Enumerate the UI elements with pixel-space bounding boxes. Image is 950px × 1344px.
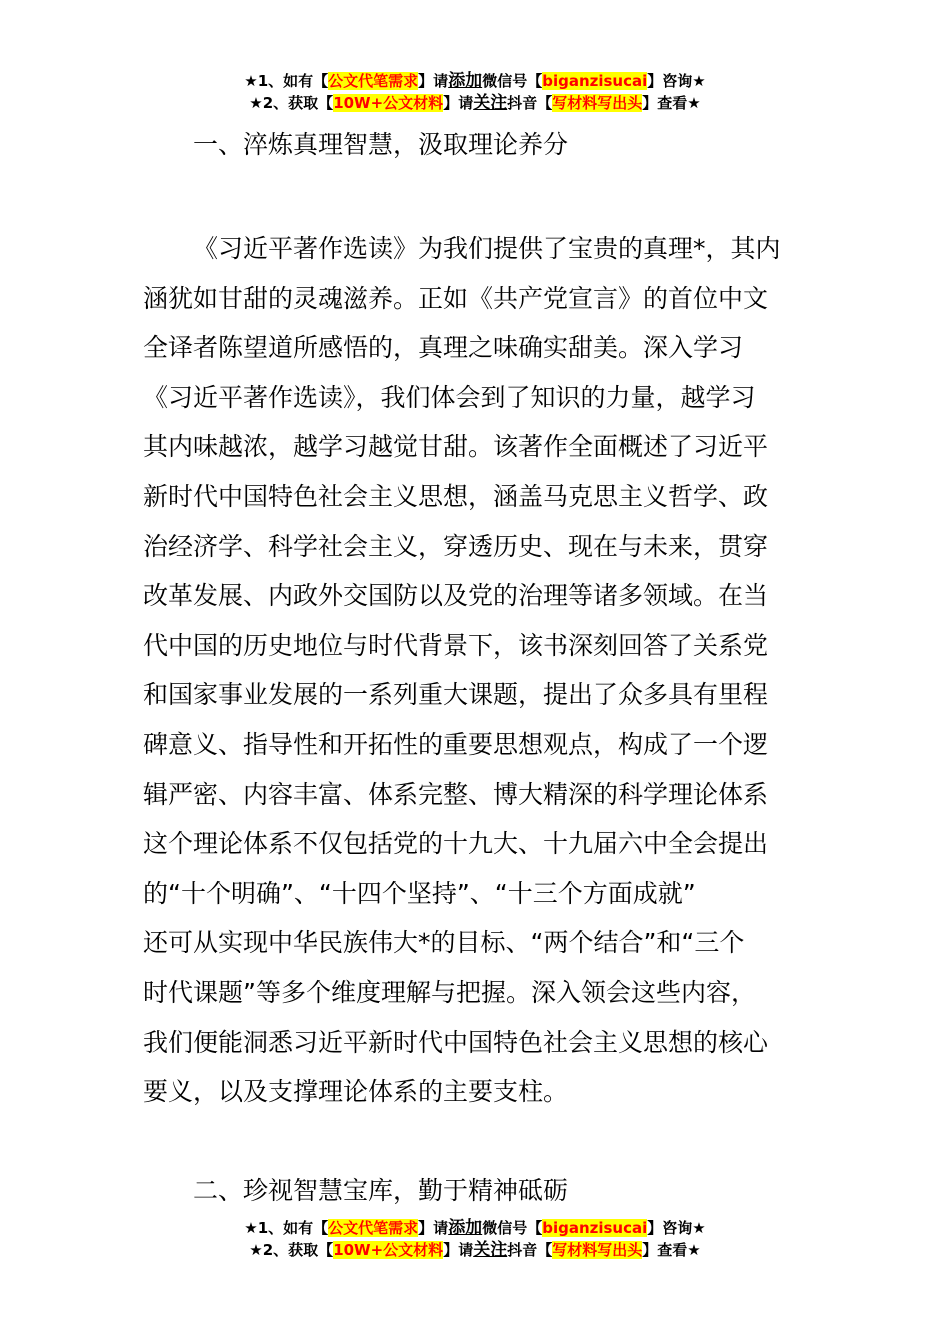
promo-text: 抖音【 [507, 1241, 553, 1259]
paragraph-line: 要义，以及支撑理论体系的主要支柱。 [143, 1077, 569, 1107]
promo-highlight: 10W+公文材料 [333, 94, 444, 112]
promo-text: 】请 [443, 94, 474, 112]
promo-emphasis: 添加 [448, 71, 483, 91]
paragraph-line: 这个理论体系不仅包括党的十九大、十九届六中全会提出 [143, 829, 769, 859]
promo-highlight: 写材料写出头 [552, 94, 643, 112]
promo-banner-bottom [0, 1217, 950, 1261]
paragraph-line: 治经济学、科学社会主义，穿透历史、现在与未来，贯穿 [143, 531, 769, 561]
section-heading-1: 一、淬炼真理智慧，汲取理论养分 [193, 130, 569, 159]
paragraph-line: 改革发展、内政外交国防以及党的治理等诸多领域。在当 [143, 581, 769, 611]
paragraph-line: 《习近平著作选读》，我们体会到了知识的力量，越学习 [143, 382, 756, 412]
paragraph-line: 涵犹如甘甜的灵魂滋养。正如《共产党宣言》的首位中文 [143, 283, 769, 313]
paragraph-line: 还可从实现中华民族伟大*的目标、“两个结合”和“三个 [143, 928, 745, 958]
promo-emphasis: 添加 [448, 1218, 483, 1238]
promo-highlight: 公文代笔需求 [328, 72, 419, 90]
promo-text: ★2、获取【 [249, 1241, 334, 1259]
paragraph-line: 其内味越浓，越学习越觉甘甜。该著作全面概述了习近平 [143, 432, 769, 462]
promo-highlight: 写材料写出头 [552, 1241, 643, 1259]
paragraph-line: 我们便能洞悉习近平新时代中国特色社会主义思想的核心 [143, 1027, 769, 1057]
promo-text: 】咨询★ [647, 72, 706, 90]
paragraph-line: 时代课题”等多个维度理解与把握。深入领会这些内容， [143, 977, 756, 1007]
promo-emphasis: 关注 [473, 93, 508, 113]
section-heading-2: 二、珍视智慧宝库，勤于精神砥砺 [193, 1176, 569, 1205]
promo-text: 微信号【 [482, 1219, 543, 1237]
promo-text: 】请 [418, 72, 449, 90]
promo-text: 】请 [418, 1219, 449, 1237]
paragraph-line: 代中国的历史地位与时代背景下，该书深刻回答了关系党 [143, 630, 769, 660]
promo-text: 】请 [443, 1241, 474, 1259]
paragraph-line: 和国家事业发展的一系列重大课题，提出了众多具有里程 [143, 680, 769, 710]
promo-text: 】查看★ [642, 1241, 701, 1259]
paragraph-line: 碑意义、指导性和开拓性的重要思想观点，构成了一个逻 [143, 729, 769, 759]
promo-line-1 [0, 1217, 950, 1239]
body-paragraph [143, 224, 823, 1117]
promo-banner-top [0, 70, 950, 114]
promo-text: ★1、如有【 [244, 72, 329, 90]
promo-text: 微信号【 [482, 72, 543, 90]
promo-highlight: 公文代笔需求 [328, 1219, 419, 1237]
promo-text: ★1、如有【 [244, 1219, 329, 1237]
paragraph-line: 辑严密、内容丰富、体系完整、博大精深的科学理论体系 [143, 779, 769, 809]
promo-highlight: biganzisucai [542, 72, 648, 90]
promo-line-2 [0, 92, 950, 114]
promo-line-1 [0, 70, 950, 92]
paragraph-line: 《习近平著作选读》为我们提供了宝贵的真理*，其内 [193, 234, 781, 263]
paragraph-line: 新时代中国特色社会主义思想，涵盖马克思主义哲学、政 [143, 481, 769, 511]
promo-emphasis: 关注 [473, 1240, 508, 1260]
promo-highlight: 10W+公文材料 [333, 1241, 444, 1259]
promo-highlight: biganzisucai [542, 1219, 648, 1237]
promo-text: ★2、获取【 [249, 94, 334, 112]
paragraph-line: 全译者陈望道所感悟的，真理之味确实甜美。深入学习 [143, 333, 744, 363]
promo-text: 】咨询★ [647, 1219, 706, 1237]
promo-text: 抖音【 [507, 94, 553, 112]
promo-text: 】查看★ [642, 94, 701, 112]
promo-line-2 [0, 1239, 950, 1261]
paragraph-line: 的“十个明确”、“十四个坚持”、“十三个方面成就” [143, 878, 696, 908]
